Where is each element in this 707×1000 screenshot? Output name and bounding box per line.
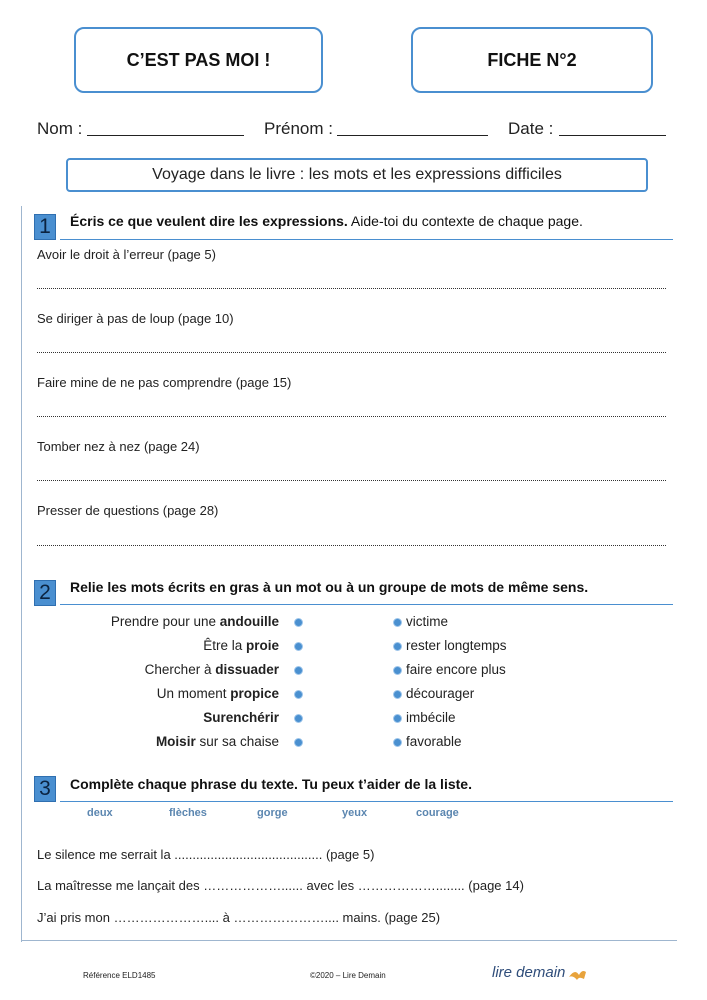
name-label: Nom :: [37, 119, 83, 138]
book-icon: [567, 965, 587, 981]
match-left-item: [39, 734, 279, 749]
match-left-item: [39, 614, 279, 629]
match-left-dot[interactable]: [294, 618, 303, 627]
fill-in-sentence[interactable]: Le silence me serrait la ......................................... (page 5): [37, 847, 375, 862]
match-right-item: rester longtemps: [406, 638, 507, 653]
answer-line[interactable]: [37, 416, 666, 417]
match-right-item: décourager: [406, 686, 475, 701]
match-right-item: favorable: [406, 734, 462, 749]
match-left-bold: Moisir: [155, 734, 196, 749]
answer-line[interactable]: [37, 545, 666, 546]
subtitle-box: [66, 158, 648, 192]
footer-logo: [492, 964, 587, 981]
match-right-dot[interactable]: [393, 714, 402, 723]
match-left-text: Prendre pour une: [110, 614, 220, 629]
date-field[interactable]: [559, 135, 666, 136]
fill-in-sentence[interactable]: La maîtresse me lançait des ………………...... avec les ………………........ (page 14): [37, 878, 524, 893]
match-right-dot[interactable]: [393, 618, 402, 627]
match-left-dot[interactable]: [294, 690, 303, 699]
match-left-dot[interactable]: [294, 642, 303, 651]
match-left-bold: andouille: [219, 614, 279, 629]
match-left-dot[interactable]: [294, 714, 303, 723]
fill-in-sentence[interactable]: J’ai pris mon ………………….... à ………………….... mains. (page 25): [37, 910, 441, 925]
section-2-number: 2: [34, 580, 56, 606]
section-2-rule: [60, 604, 673, 605]
expression-prompt: Se diriger à pas de loup (page 10): [37, 311, 234, 326]
match-right-dot[interactable]: [393, 690, 402, 699]
name-field[interactable]: [87, 135, 244, 136]
word-bank-item: gorge: [257, 807, 288, 819]
section-3-title: [70, 776, 472, 792]
match-right-dot[interactable]: [393, 738, 402, 747]
answer-line[interactable]: [37, 288, 666, 289]
fiche-number: FICHE N°2: [487, 49, 577, 70]
firstname-label: Prénom :: [264, 119, 333, 138]
match-left-text: sur sa chaise: [195, 734, 279, 749]
worksheet-title-box: [74, 27, 323, 93]
section-1-number: 1: [34, 214, 56, 240]
bottom-rule: [21, 940, 677, 941]
match-left-item: [39, 638, 279, 653]
footer-copyright: ©2020 – Lire Demain: [310, 971, 386, 980]
expression-prompt: Tomber nez à nez (page 24): [37, 439, 200, 454]
match-right-dot[interactable]: [393, 642, 402, 651]
logo-text: lire demain: [492, 964, 566, 981]
section-3-number: 3: [34, 776, 56, 802]
match-right-item: faire encore plus: [406, 662, 506, 677]
footer-reference: Référence ELD1485: [83, 971, 156, 980]
match-left-bold: proie: [245, 638, 279, 653]
firstname-field[interactable]: [337, 135, 488, 136]
word-bank-item: courage: [416, 807, 459, 819]
left-margin-line: [21, 206, 22, 942]
section-1-title: [70, 213, 583, 229]
expression-prompt: Presser de questions (page 28): [37, 503, 219, 518]
match-left-bold: Surenchérir: [203, 710, 279, 725]
word-bank-item: yeux: [342, 807, 368, 819]
match-right-item: victime: [406, 614, 449, 629]
section-3-rule: [60, 801, 673, 802]
subtitle: Voyage dans le livre : les mots et les expressions difficiles: [152, 166, 562, 183]
fiche-number-box: [411, 27, 653, 93]
expression-prompt: Faire mine de ne pas comprendre (page 15): [37, 375, 292, 390]
match-left-bold: propice: [230, 686, 279, 701]
expression-prompt: Avoir le droit à l’erreur (page 5): [37, 247, 216, 262]
match-left-text: Chercher à: [144, 662, 216, 677]
word-bank-item: flèches: [169, 807, 207, 819]
section-1-title-rest: Aide-toi du contexte de chaque page.: [347, 213, 583, 229]
section-2-title-text: Relie les mots écrits en gras à un mot ou à un groupe de mots de même sens.: [70, 579, 589, 595]
match-left-item: [39, 662, 279, 677]
match-left-text: Être la: [203, 638, 246, 653]
worksheet-title: C’EST PAS MOI !: [126, 49, 271, 70]
answer-line[interactable]: [37, 480, 666, 481]
word-bank-item: deux: [87, 807, 113, 819]
date-label: Date :: [508, 119, 554, 138]
match-right-dot[interactable]: [393, 666, 402, 675]
match-left-dot[interactable]: [294, 738, 303, 747]
match-left-dot[interactable]: [294, 666, 303, 675]
match-left-bold: dissuader: [215, 662, 279, 677]
match-left-text: Un moment: [156, 686, 231, 701]
section-3-title-text: Complète chaque phrase du texte. Tu peux t’aider de la liste.: [70, 776, 472, 792]
answer-line[interactable]: [37, 352, 666, 353]
match-right-item: imbécile: [406, 710, 456, 725]
match-left-item: [39, 686, 279, 701]
match-left-item: [39, 710, 279, 725]
section-1-title-bold: Écris ce que veulent dire les expressions.: [70, 213, 348, 229]
section-2-title: [70, 579, 588, 595]
section-1-rule: [60, 239, 673, 240]
